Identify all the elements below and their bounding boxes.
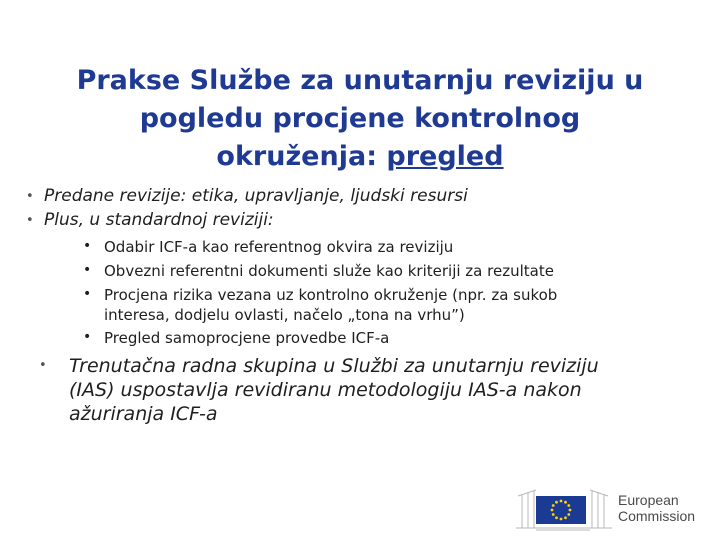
sub-bullet-dot-icon: • xyxy=(83,329,92,345)
bullet-item xyxy=(39,354,679,426)
bullet-item xyxy=(26,185,468,208)
sub-bullet-item xyxy=(83,238,454,257)
title-underlined-word: pregled xyxy=(386,141,504,172)
sub-bullet-text: Obvezni referentni dokumenti služe kao kriteriji za rezultate xyxy=(104,262,554,280)
sub-bullet-item xyxy=(83,262,554,281)
bullet-item xyxy=(26,209,274,232)
logo-text xyxy=(618,492,695,524)
european-commission-logo xyxy=(514,486,704,532)
bullet-text-line-2: (IAS) uspostavlja revidiranu metodologiju IAS-a nakon xyxy=(69,379,582,401)
bullet-text-line-1: Trenutačna radna skupina u Službi za unutarnju reviziju xyxy=(69,355,599,377)
eu-flag-icon xyxy=(536,496,586,524)
sub-bullet-dot-icon: • xyxy=(83,262,92,278)
sub-bullet-dot-icon: • xyxy=(83,238,92,254)
sub-bullet-text: Procjena rizika vezana uz kontrolno okruženje (npr. za sukob xyxy=(104,286,558,304)
logo-text-line-1: European xyxy=(618,492,679,508)
bullet-dot-icon: • xyxy=(39,358,47,373)
sub-bullet-item xyxy=(83,286,558,305)
sub-bullet-text: Odabir ICF-a kao referentnog okvira za reviziju xyxy=(104,238,454,256)
slide-title xyxy=(20,62,700,176)
bullet-text: Plus, u standardnoj reviziji: xyxy=(44,210,274,230)
title-line-3 xyxy=(20,138,700,176)
sub-bullet-text: Pregled samoprocjene provedbe ICF-a xyxy=(104,329,390,347)
sub-bullet-text: interesa, dodjelu ovlasti, načelo „tona na vrhu”) xyxy=(104,306,465,324)
sub-bullet-item xyxy=(83,329,390,348)
bullet-text-line-3: ažuriranja ICF-a xyxy=(69,403,218,425)
bullet-dot-icon: • xyxy=(26,189,34,204)
logo-text-line-2: Commission xyxy=(618,508,696,524)
title-line-3-prefix: okruženja: xyxy=(216,141,387,172)
sub-bullet-dot-icon: • xyxy=(83,286,92,302)
title-line-2: pogledu procjene kontrolnog xyxy=(139,103,581,134)
bullet-dot-icon: • xyxy=(26,213,34,228)
sub-bullet-continuation xyxy=(104,306,465,325)
bullet-text: Predane revizije: etika, upravljanje, ljudski resursi xyxy=(44,186,468,206)
title-line-1: Prakse Službe za unutarnju reviziju u xyxy=(76,65,644,96)
